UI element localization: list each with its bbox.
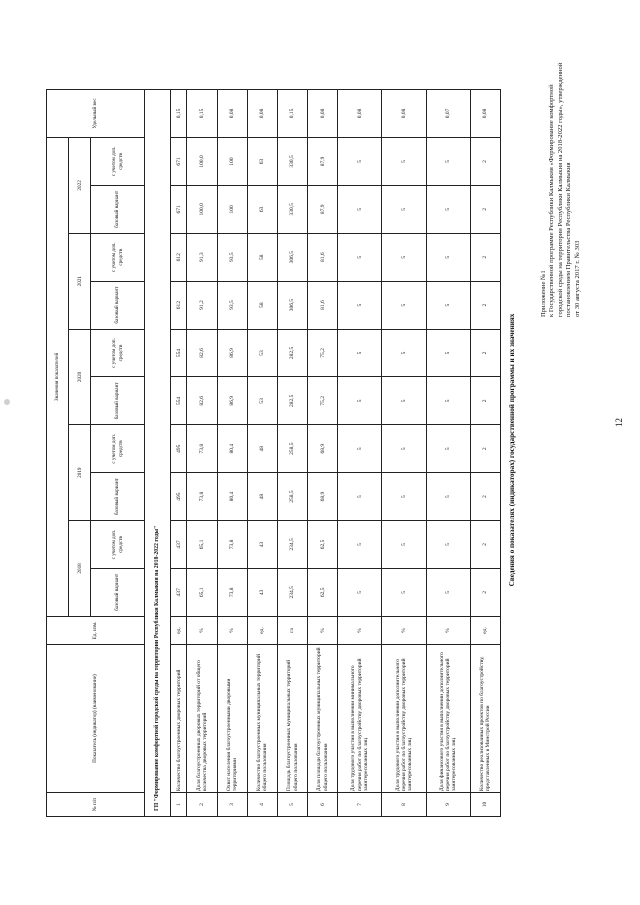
value-cell: 5 [382,377,426,425]
year-header: 2020 [69,329,91,425]
value-cell: 2 [470,137,500,185]
row-number: 6 [308,793,338,817]
weight-cell: 0,08 [308,90,338,138]
row-number: 4 [247,793,277,817]
weight-cell: 0,08 [382,90,426,138]
value-cell: 2 [470,521,500,569]
value-cell: 234,5 [278,568,308,616]
value-cell: 5 [426,377,470,425]
value-cell: 5 [382,425,426,473]
appendix-line: к Государственной программе Республики Калмыкия «Формирование комфортной [548,84,556,317]
value-cell: 2 [470,281,500,329]
value-cell: 87,9 [308,185,338,233]
indicator-name: Доля площади благоустроенных муниципальных территорий общего пользования [308,645,338,793]
value-cell: 68,9 [308,473,338,521]
value-cell: 2 [470,425,500,473]
value-cell: 93,5 [217,281,247,329]
value-cell: 73,8 [187,473,217,521]
value-cell: 5 [338,329,382,377]
unit-cell: ед. [171,616,187,644]
value-cell: 93,5 [217,233,247,281]
value-cell: 81,6 [308,233,338,281]
value-cell: 81,6 [308,281,338,329]
col-header-values: Значения показателей [47,137,69,616]
value-cell: 75,2 [308,377,338,425]
value-cell: 330,5 [278,137,308,185]
row-number: 7 [338,793,382,817]
indicator-name: Охват населения благоустроенными дворовыми территориями [217,645,247,793]
value-cell: 437 [171,521,187,569]
value-cell: 5 [338,568,382,616]
appendix-note [540,0,582,317]
value-cell: 234,5 [278,521,308,569]
weight-cell: 0,08 [247,90,277,138]
value-cell: 43 [247,568,277,616]
value-cell: 5 [426,521,470,569]
value-cell: 58 [247,233,277,281]
table-row [308,90,338,817]
row-number: 10 [470,793,500,817]
table-title: Сведения о показателях (индикаторах) государственной программы и их значениях [508,313,516,587]
value-cell: 495 [171,473,187,521]
unit-cell: % [217,616,247,644]
appendix-line: Приложение №1 [540,270,547,317]
value-cell: 91,2 [187,281,217,329]
value-cell: 2 [470,377,500,425]
weight-cell: 0,08 [338,90,382,138]
table-row [382,90,426,817]
value-cell: 48 [247,425,277,473]
base-variant-header: базовый вариант [91,377,144,425]
row-number: 5 [278,793,308,817]
value-cell: 437 [171,568,187,616]
weight-cell: 0,08 [217,90,247,138]
table-row [278,90,308,817]
value-cell: 5 [382,137,426,185]
value-cell: 5 [382,473,426,521]
page-number: 12 [614,418,624,427]
value-cell: 87,9 [308,137,338,185]
value-cell: 58 [247,281,277,329]
value-cell: 5 [426,185,470,233]
value-cell: 82,6 [187,329,217,377]
value-cell: 80,4 [217,473,247,521]
value-cell: 5 [426,473,470,521]
value-cell: 62,5 [308,568,338,616]
indicator-name: Площадь благоустроенных муниципальных территорий общего пользования [278,645,308,793]
base-variant-header: базовый вариант [91,473,144,521]
value-cell: 2 [470,233,500,281]
value-cell: 73,8 [217,521,247,569]
value-cell: 612 [171,233,187,281]
value-cell: 65,1 [187,521,217,569]
base-variant-header: базовый вариант [91,281,144,329]
value-cell: 91,3 [187,233,217,281]
table-row [470,90,500,817]
value-cell: 282,5 [278,377,308,425]
value-cell: 63 [247,137,277,185]
table-row [338,90,382,817]
value-cell: 282,5 [278,329,308,377]
value-cell: 5 [338,233,382,281]
value-cell: 82,6 [187,377,217,425]
value-cell: 5 [382,568,426,616]
year-header: 2022 [69,137,91,233]
value-cell: 43 [247,521,277,569]
value-cell: 5 [338,473,382,521]
unit-cell: % [187,616,217,644]
indicators-table [46,89,501,817]
col-header-unit: Ед. изм. [47,616,145,644]
value-cell: 5 [426,329,470,377]
value-cell: 5 [338,377,382,425]
value-cell: 671 [171,185,187,233]
value-cell: 5 [426,568,470,616]
value-cell: 100 [217,137,247,185]
extra-funds-header: с учетом доп. средств [91,521,144,569]
unit-cell: % [338,616,382,644]
unit-cell: % [308,616,338,644]
weight-cell: 0,15 [278,90,308,138]
table-row [426,90,470,817]
value-cell: 2 [470,473,500,521]
value-cell: 53 [247,329,277,377]
value-cell: 73,8 [217,568,247,616]
program-row: ГП "Формирование комфортной городской среды на территории Республики Калмыкия на 2018-2022 годы" [144,90,171,817]
value-cell: 2 [470,185,500,233]
row-number: 8 [382,793,426,817]
value-cell: 612 [171,281,187,329]
value-cell: 671 [171,137,187,185]
row-number: 1 [171,793,187,817]
base-variant-header: базовый вариант [91,568,144,616]
table-row [187,90,217,817]
indicator-name: Доля трудового участия в выполнении минимального перечня работ по благоустройству дворовых территорий заинтересованных лиц [338,645,382,793]
indicator-name: Доля трудового участия в выполнении дополнительного перечня работ по благоустройству дворовых территорий заинтересованных лиц [382,645,426,793]
value-cell: 100,0 [187,137,217,185]
value-cell: 5 [426,233,470,281]
value-cell: 5 [426,137,470,185]
value-cell: 100,0 [187,185,217,233]
table-row [171,90,187,817]
value-cell: 86,9 [217,377,247,425]
value-cell: 5 [338,137,382,185]
indicator-name: Количество благоустроенных муниципальных территорий общего пользования [247,645,277,793]
unit-cell: ед. [247,616,277,644]
weight-cell: 0,07 [426,90,470,138]
scan-mark [4,399,10,405]
value-cell: 495 [171,425,187,473]
value-cell: 5 [338,521,382,569]
year-header: 2019 [69,425,91,521]
value-cell: 554 [171,377,187,425]
row-number: 3 [217,793,247,817]
col-header-weight: Удельный вес [47,90,145,138]
unit-cell: % [426,616,470,644]
unit-cell: га [278,616,308,644]
year-header: 2018 [69,521,91,617]
year-header: 2021 [69,233,91,329]
value-cell: 5 [382,281,426,329]
value-cell: 86,9 [217,329,247,377]
value-cell: 62,5 [308,521,338,569]
col-header-num: № п/п [47,793,145,817]
value-cell: 5 [338,281,382,329]
weight-cell: 0,15 [187,90,217,138]
value-cell: 330,5 [278,185,308,233]
value-cell: 5 [338,425,382,473]
value-cell: 5 [426,281,470,329]
extra-funds-header: с учетом доп. средств [91,425,144,473]
value-cell: 53 [247,377,277,425]
indicator-name: Количество реализованных проектов по благоустройству, представленных в Минстрой России [470,645,500,793]
weight-cell: 0,08 [470,90,500,138]
table-row [247,90,277,817]
value-cell: 65,1 [187,568,217,616]
indicator-name: Доля финансового участия в выполнении дополнительного перечня работ по благоустройству дворовых территорий заинтересованных лиц [426,645,470,793]
value-cell: 5 [382,521,426,569]
value-cell: 2 [470,329,500,377]
value-cell: 5 [338,185,382,233]
value-cell: 100 [217,185,247,233]
appendix-line: постановлением Правительства Республики Калмыкия [565,162,573,317]
value-cell: 75,2 [308,329,338,377]
value-cell: 68,9 [308,425,338,473]
row-number: 9 [426,793,470,817]
value-cell: 63 [247,185,277,233]
value-cell: 258,5 [278,425,308,473]
col-header-indicator: Показатель (индикатор) (наименование) [47,645,145,793]
value-cell: 5 [382,233,426,281]
value-cell: 554 [171,329,187,377]
appendix-line: городской среды на территории Республики Калмыкия на 2018-2022 годы», утвержденной [556,62,564,317]
indicator-name: Доля благоустроенных дворовых территорий от общего количества дворовых территорий [187,645,217,793]
base-variant-header: базовый вариант [91,185,144,233]
value-cell: 306,5 [278,233,308,281]
value-cell: 48 [247,473,277,521]
appendix-line: от 30 августа 2017 г. № 303 [573,240,581,317]
row-number: 2 [187,793,217,817]
value-cell: 2 [470,568,500,616]
unit-cell: ед. [470,616,500,644]
value-cell: 73,8 [187,425,217,473]
value-cell: 5 [382,329,426,377]
value-cell: 5 [382,185,426,233]
value-cell: 80,4 [217,425,247,473]
weight-cell: 0,15 [171,90,187,138]
value-cell: 5 [426,425,470,473]
extra-funds-header: с учетом доп. средств [91,233,144,281]
value-cell: 258,5 [278,473,308,521]
value-cell: 306,5 [278,281,308,329]
table-row [217,90,247,817]
unit-cell: % [382,616,426,644]
extra-funds-header: с учетом доп. средств [91,329,144,377]
extra-funds-header: с учетом доп. средств [91,137,144,185]
indicator-name: Количество благоустроенных дворовых территорий [171,645,187,793]
